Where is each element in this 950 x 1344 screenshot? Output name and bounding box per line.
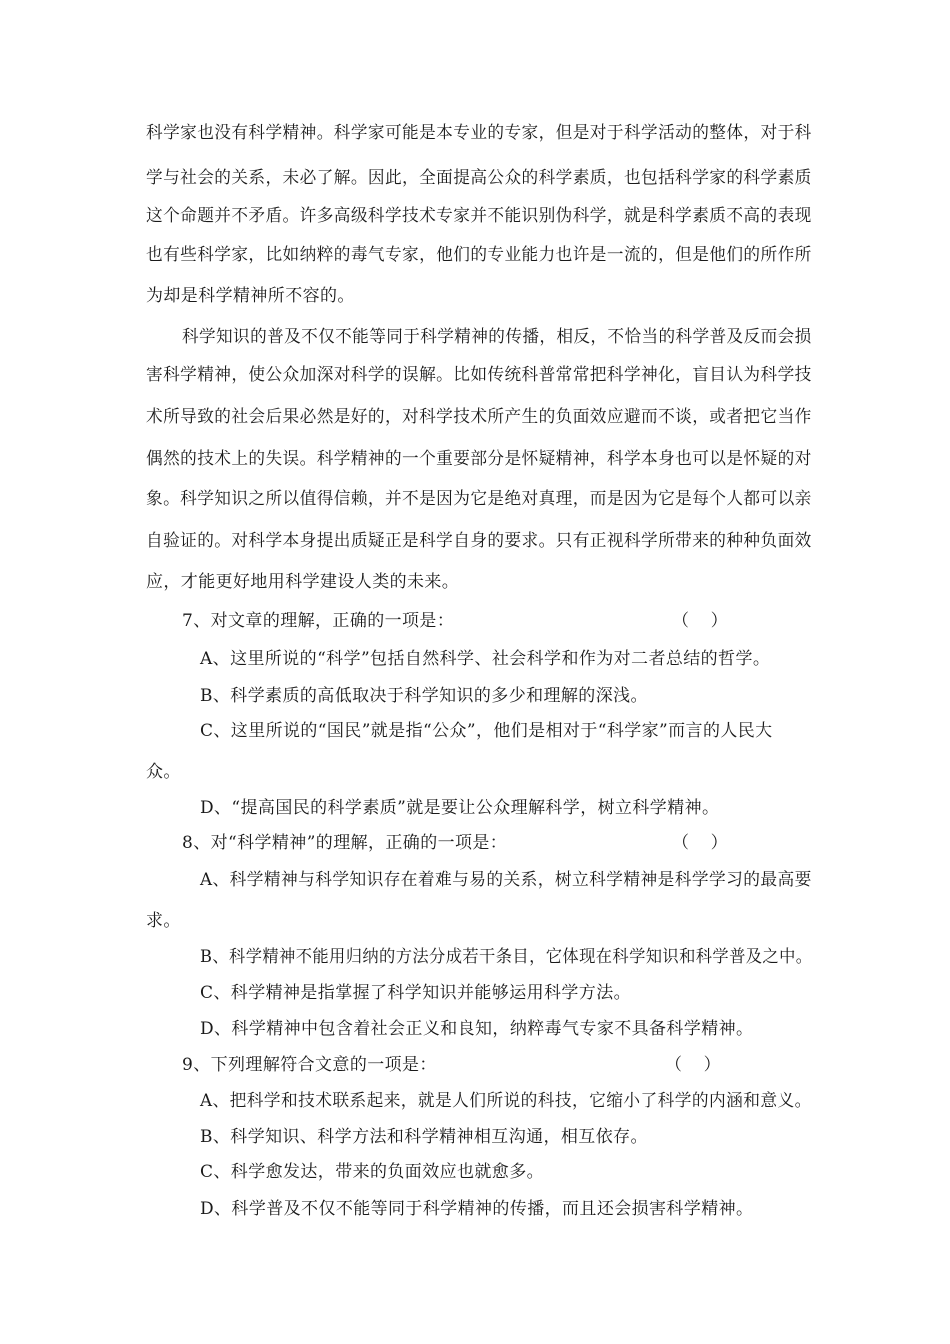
question-9-option-a: A、把科学和技术联系起来，就是人们所说的科技，它缩小了科学的内涵和意义。 bbox=[200, 1091, 812, 1111]
passage-p1-line-4: 也有些科学家，比如纳粹的毒气专家，他们的专业能力也许是一流的，但是他们的所作所 bbox=[146, 245, 812, 265]
passage-p2-line-3: 术所导致的社会后果必然是好的，对科学技术所产生的负面效应避而不谈，或者把它当作 bbox=[146, 407, 812, 427]
passage-p2-line-5: 象。科学知识之所以值得信赖，并不是因为它是绝对真理，而是因为它是每个人都可以亲 bbox=[146, 489, 812, 509]
question-8-answer-blank: （ ） bbox=[672, 833, 728, 853]
question-7-option-a: A、这里所说的“科学”包括自然科学、社会科学和作为对二者总结的哲学。 bbox=[200, 649, 771, 669]
passage-p1-line-3: 这个命题并不矛盾。许多高级科学技术专家并不能识别伪科学，就是科学素质不高的表现 bbox=[146, 206, 812, 226]
passage-p2-line-2: 害科学精神，使公众加深对科学的误解。比如传统科普常常把科学神化，盲目认为科学技 bbox=[146, 365, 812, 385]
passage-p1-line-2: 学与社会的关系，未必了解。因此，全面提高公众的科学素质，也包括科学家的科学素质 bbox=[146, 168, 812, 188]
question-7-option-b: B、科学素质的高低取决于科学知识的多少和理解的深浅。 bbox=[200, 686, 648, 706]
question-8-option-c: C、科学精神是指掌握了科学知识并能够运用科学方法。 bbox=[200, 983, 632, 1003]
question-7-stem: 7、对文章的理解，正确的一项是： bbox=[182, 611, 455, 631]
passage-p2-line-6: 自验证的。对科学本身提出质疑正是科学自身的要求。只有正视科学所带来的种种负面效 bbox=[146, 531, 812, 551]
question-9-answer-blank: （ ） bbox=[665, 1055, 721, 1075]
passage-p1-line-5: 为却是科学精神所不容的。 bbox=[146, 286, 355, 306]
passage-p2-line-1: 科学知识的普及不仅不能等同于科学精神的传播，相反，不恰当的科学普及反而会损 bbox=[182, 327, 812, 347]
question-8-option-a: A、科学精神与科学知识存在着难与易的关系，树立科学精神是科学学习的最高要 bbox=[200, 870, 812, 890]
question-8-option-d: D、科学精神中包含着社会正义和良知，纳粹毒气专家不具备科学精神。 bbox=[200, 1019, 754, 1039]
passage-p2-line-7: 应，才能更好地用科学建设人类的未来。 bbox=[146, 572, 460, 592]
question-9-stem: 9、下列理解符合文意的一项是： bbox=[182, 1055, 437, 1075]
question-9-option-d: D、科学普及不仅不能等同于科学精神的传播，而且还会损害科学精神。 bbox=[200, 1199, 754, 1219]
question-9-option-b: B、科学知识、科学方法和科学精神相互沟通，相互依存。 bbox=[200, 1127, 648, 1147]
question-7-option-c: C、这里所说的“国民”就是指“公众”，他们是相对于“科学家”而言的人民大 bbox=[200, 721, 773, 741]
question-7-answer-blank: （ ） bbox=[672, 611, 728, 631]
question-7-option-c-cont: 众。 bbox=[146, 762, 181, 782]
question-7-option-d: D、“提高国民的科学素质”就是要让公众理解科学，树立科学精神。 bbox=[200, 798, 720, 818]
question-8-option-b: B、科学精神不能用归纳的方法分成若干条目，它体现在科学知识和科学普及之中。 bbox=[200, 947, 813, 967]
question-8-stem: 8、对“科学精神”的理解，正确的一项是： bbox=[182, 833, 508, 853]
passage-p2-line-4: 偶然的技术上的失误。科学精神的一个重要部分是怀疑精神，科学本身也可以是怀疑的对 bbox=[146, 449, 812, 469]
question-9-option-c: C、科学愈发达，带来的负面效应也就愈多。 bbox=[200, 1162, 545, 1182]
question-8-option-a-cont: 求。 bbox=[146, 911, 181, 931]
passage-p1-line-1: 科学家也没有科学精神。科学家可能是本专业的专家，但是对于科学活动的整体，对于科 bbox=[146, 123, 812, 143]
